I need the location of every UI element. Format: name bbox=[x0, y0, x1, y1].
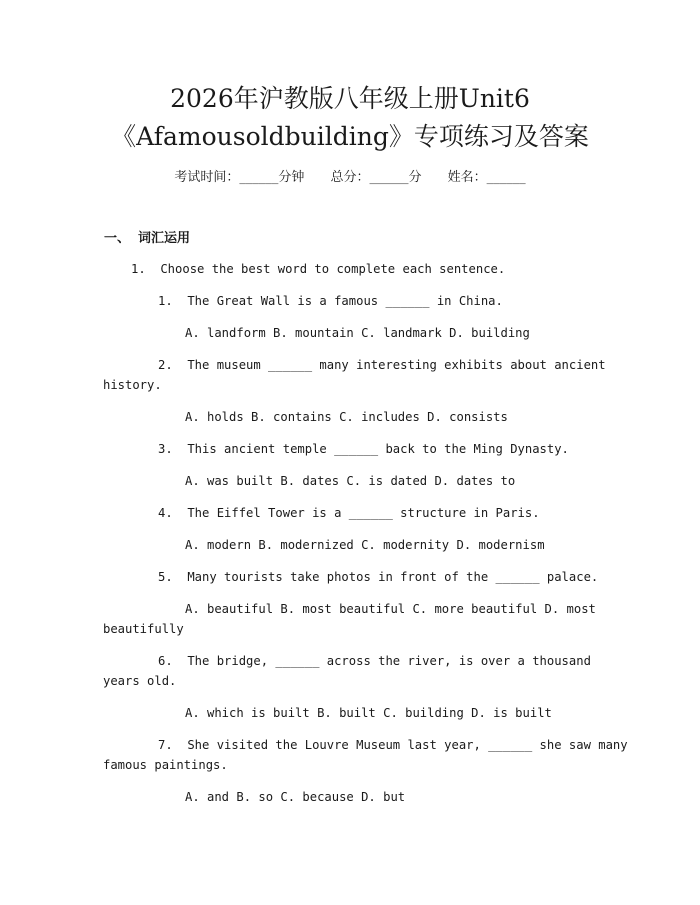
question-6-options: A. which is built B. built C. building D. is built bbox=[185, 706, 552, 720]
section-title: 词汇运用 bbox=[138, 231, 191, 246]
document-title-line2: 《Afamousoldbuilding》专项练习及答案 bbox=[111, 122, 589, 151]
question-6: 6. The bridge, ______ across the river, is over a thousand bbox=[158, 654, 591, 668]
question-6-continued: years old. bbox=[103, 674, 177, 688]
question-5-options-continued: beautifully bbox=[103, 622, 184, 636]
instruction-text: 1. Choose the best word to complete each sentence. bbox=[131, 262, 506, 276]
question-3-options: A. was built B. dates C. is dated D. dates to bbox=[185, 474, 516, 488]
question-1-options: A. landform B. mountain C. landmark D. building bbox=[185, 326, 530, 340]
section-number: 一、 bbox=[104, 231, 131, 246]
question-4: 4. The Eiffel Tower is a ______ structure in Paris. bbox=[158, 506, 540, 520]
question-2-continued: history. bbox=[103, 378, 162, 392]
question-4-options: A. modern B. modernized C. modernity D. modernism bbox=[185, 538, 545, 552]
section-heading bbox=[104, 229, 190, 249]
exam-meta bbox=[0, 168, 700, 188]
question-2: 2. The museum ______ many interesting exhibits about ancient bbox=[158, 358, 606, 372]
question-2-options: A. holds B. contains C. includes D. consists bbox=[185, 410, 508, 424]
document-title-line1: 2026年沪教版八年级上册Unit6 bbox=[170, 84, 530, 113]
question-5-options: A. beautiful B. most beautiful C. more beautiful D. most bbox=[185, 602, 596, 616]
exam-score: 总分：______分 bbox=[330, 170, 422, 185]
question-7-continued: famous paintings. bbox=[103, 758, 228, 772]
exam-name: 姓名：______ bbox=[447, 170, 526, 185]
question-1: 1. The Great Wall is a famous ______ in China. bbox=[158, 294, 503, 308]
exam-time: 考试时间：______分钟 bbox=[174, 170, 305, 185]
question-7: 7. She visited the Louvre Museum last year, ______ she saw many bbox=[158, 738, 628, 752]
question-7-options: A. and B. so C. because D. but bbox=[185, 790, 406, 804]
question-3: 3. This ancient temple ______ back to the Ming Dynasty. bbox=[158, 442, 569, 456]
question-5: 5. Many tourists take photos in front of the ______ palace. bbox=[158, 570, 599, 584]
